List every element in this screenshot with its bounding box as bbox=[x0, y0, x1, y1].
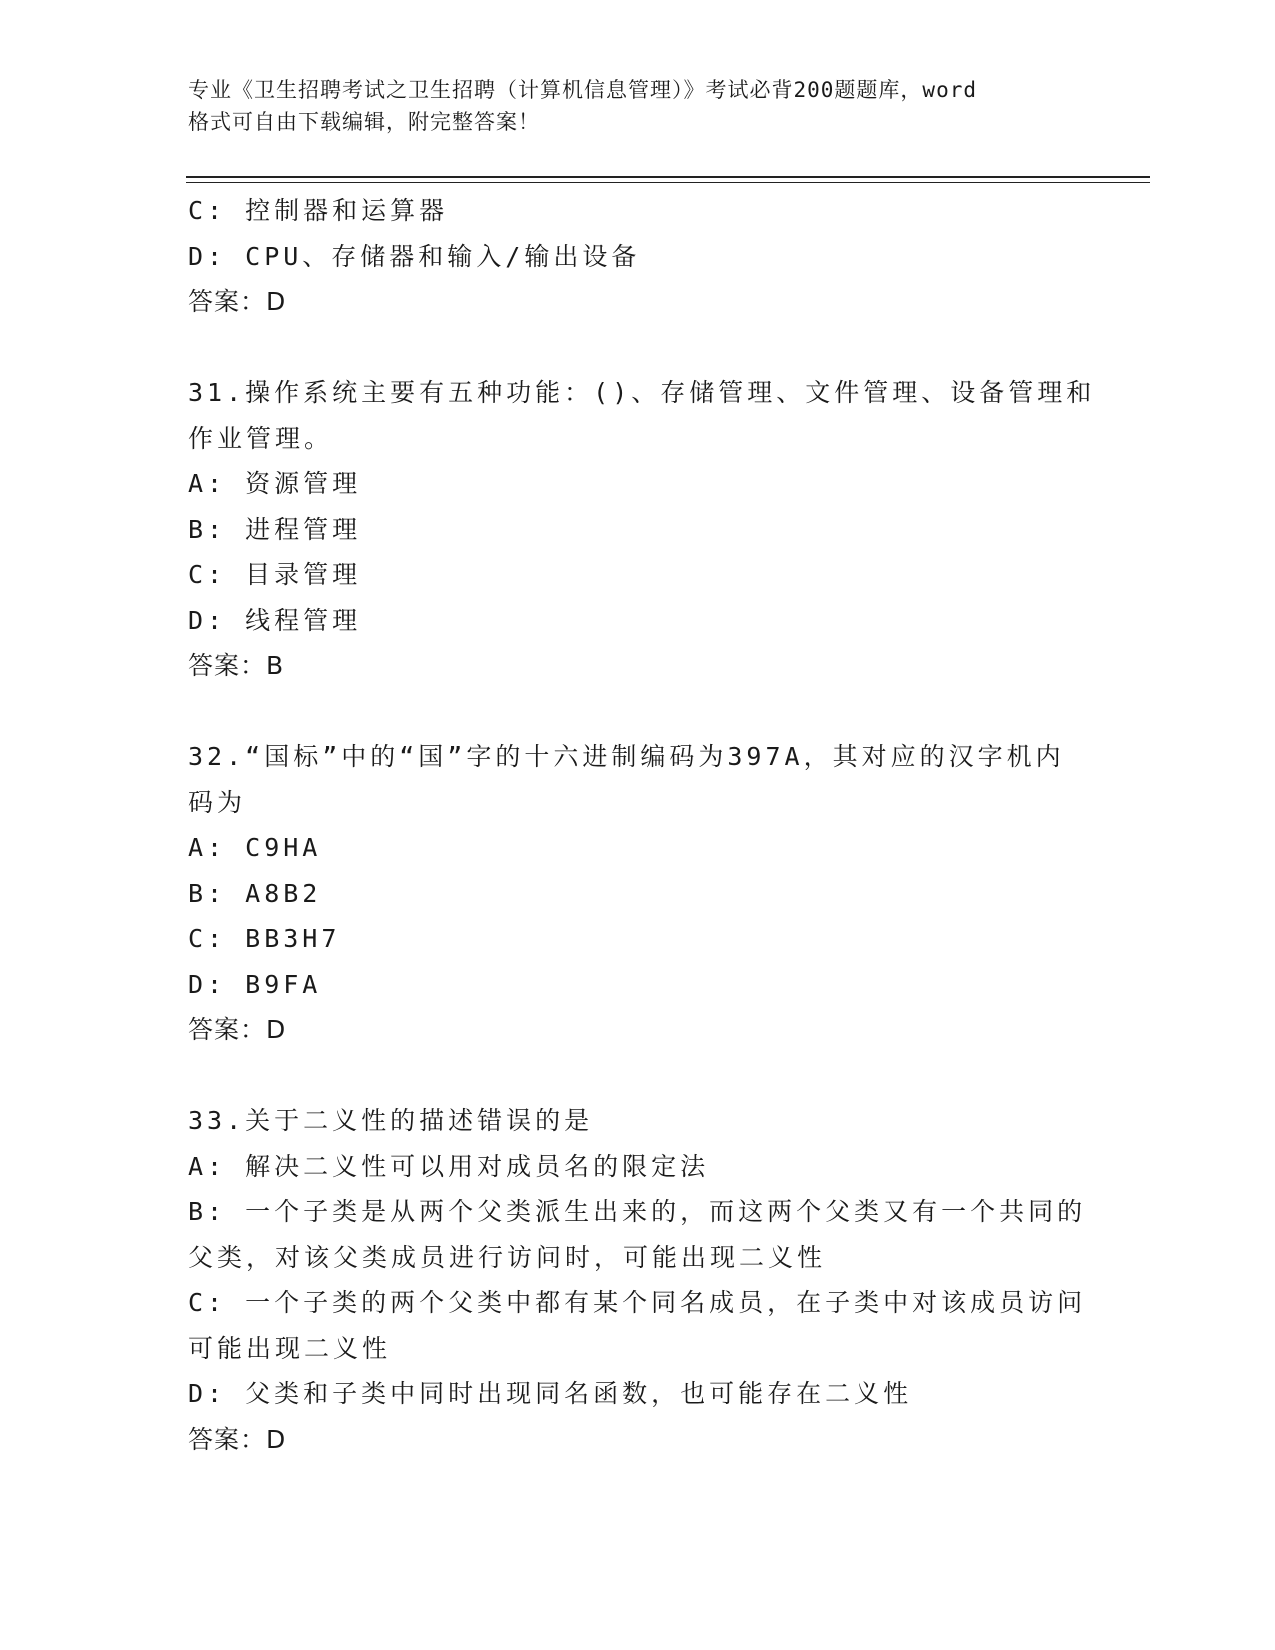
q33-option-d: D: 父类和子类中同时出现同名函数，也可能存在二义性 bbox=[188, 1379, 913, 1408]
question-32 bbox=[188, 734, 1088, 1053]
q33-option-c-line-2: 可能出现二义性 bbox=[188, 1333, 392, 1363]
q33-option-c-line-1: C: 一个子类的两个父类中都有某个同名成员，在子类中对该成员访问 bbox=[188, 1288, 1087, 1317]
q33-answer: 答案：D bbox=[188, 1424, 287, 1454]
q31-answer: 答案：B bbox=[188, 651, 285, 680]
q32-stem-line-1: 32.“国标”中的“国”字的十六进制编码为397A，其对应的汉字机内 bbox=[188, 742, 1065, 771]
question-33 bbox=[188, 1098, 1088, 1462]
q33-option-b-line-2: 父类，对该父类成员进行访问时，可能出现二义性 bbox=[188, 1242, 827, 1272]
q31-option-a: A: 资源管理 bbox=[188, 469, 362, 498]
spacer bbox=[188, 1053, 1088, 1099]
q31-stem-line-1: 31.操作系统主要有五种功能：()、存储管理、文件管理、设备管理和 bbox=[188, 378, 1096, 407]
header-divider-thick bbox=[186, 176, 1150, 178]
header-line-1: 专业《卫生招聘考试之卫生招聘（计算机信息管理）》考试必背200题题库，word bbox=[188, 78, 977, 102]
q32-option-c: C: BB3H7 bbox=[188, 924, 341, 953]
question-30-tail bbox=[188, 188, 1088, 325]
header-line-2: 格式可自由下载编辑，附完整答案！ bbox=[188, 110, 540, 134]
question-31 bbox=[188, 370, 1096, 689]
q33-option-b-line-1: B: 一个子类是从两个父类派生出来的，而这两个父类又有一个共同的 bbox=[188, 1197, 1087, 1226]
q32-option-b: B: A8B2 bbox=[188, 878, 322, 908]
spacer bbox=[188, 325, 1088, 371]
document-header bbox=[188, 74, 1088, 138]
question-list bbox=[188, 188, 1096, 1462]
header-divider-thin bbox=[186, 182, 1150, 183]
q30-answer: 答案：D bbox=[188, 287, 287, 316]
q31-option-c: C: 目录管理 bbox=[188, 560, 362, 589]
q31-stem-line-2: 作业管理。 bbox=[188, 423, 334, 453]
q32-answer: 答案：D bbox=[188, 1015, 287, 1044]
q31-option-d: D: 线程管理 bbox=[188, 605, 362, 635]
q33-option-a: A: 解决二义性可以用对成员名的限定法 bbox=[188, 1151, 710, 1181]
spacer bbox=[188, 689, 1088, 735]
q31-option-b: B: 进程管理 bbox=[188, 514, 362, 544]
q30-option-d: D: CPU、存储器和输入/输出设备 bbox=[188, 241, 641, 271]
q32-option-d: D: B9FA bbox=[188, 969, 322, 999]
q30-option-c: C: 控制器和运算器 bbox=[188, 196, 449, 225]
q32-option-a: A: C9HA bbox=[188, 833, 322, 862]
q32-stem-line-2: 码为 bbox=[188, 787, 247, 817]
q33-stem-line-1: 33.关于二义性的描述错误的是 bbox=[188, 1106, 594, 1135]
